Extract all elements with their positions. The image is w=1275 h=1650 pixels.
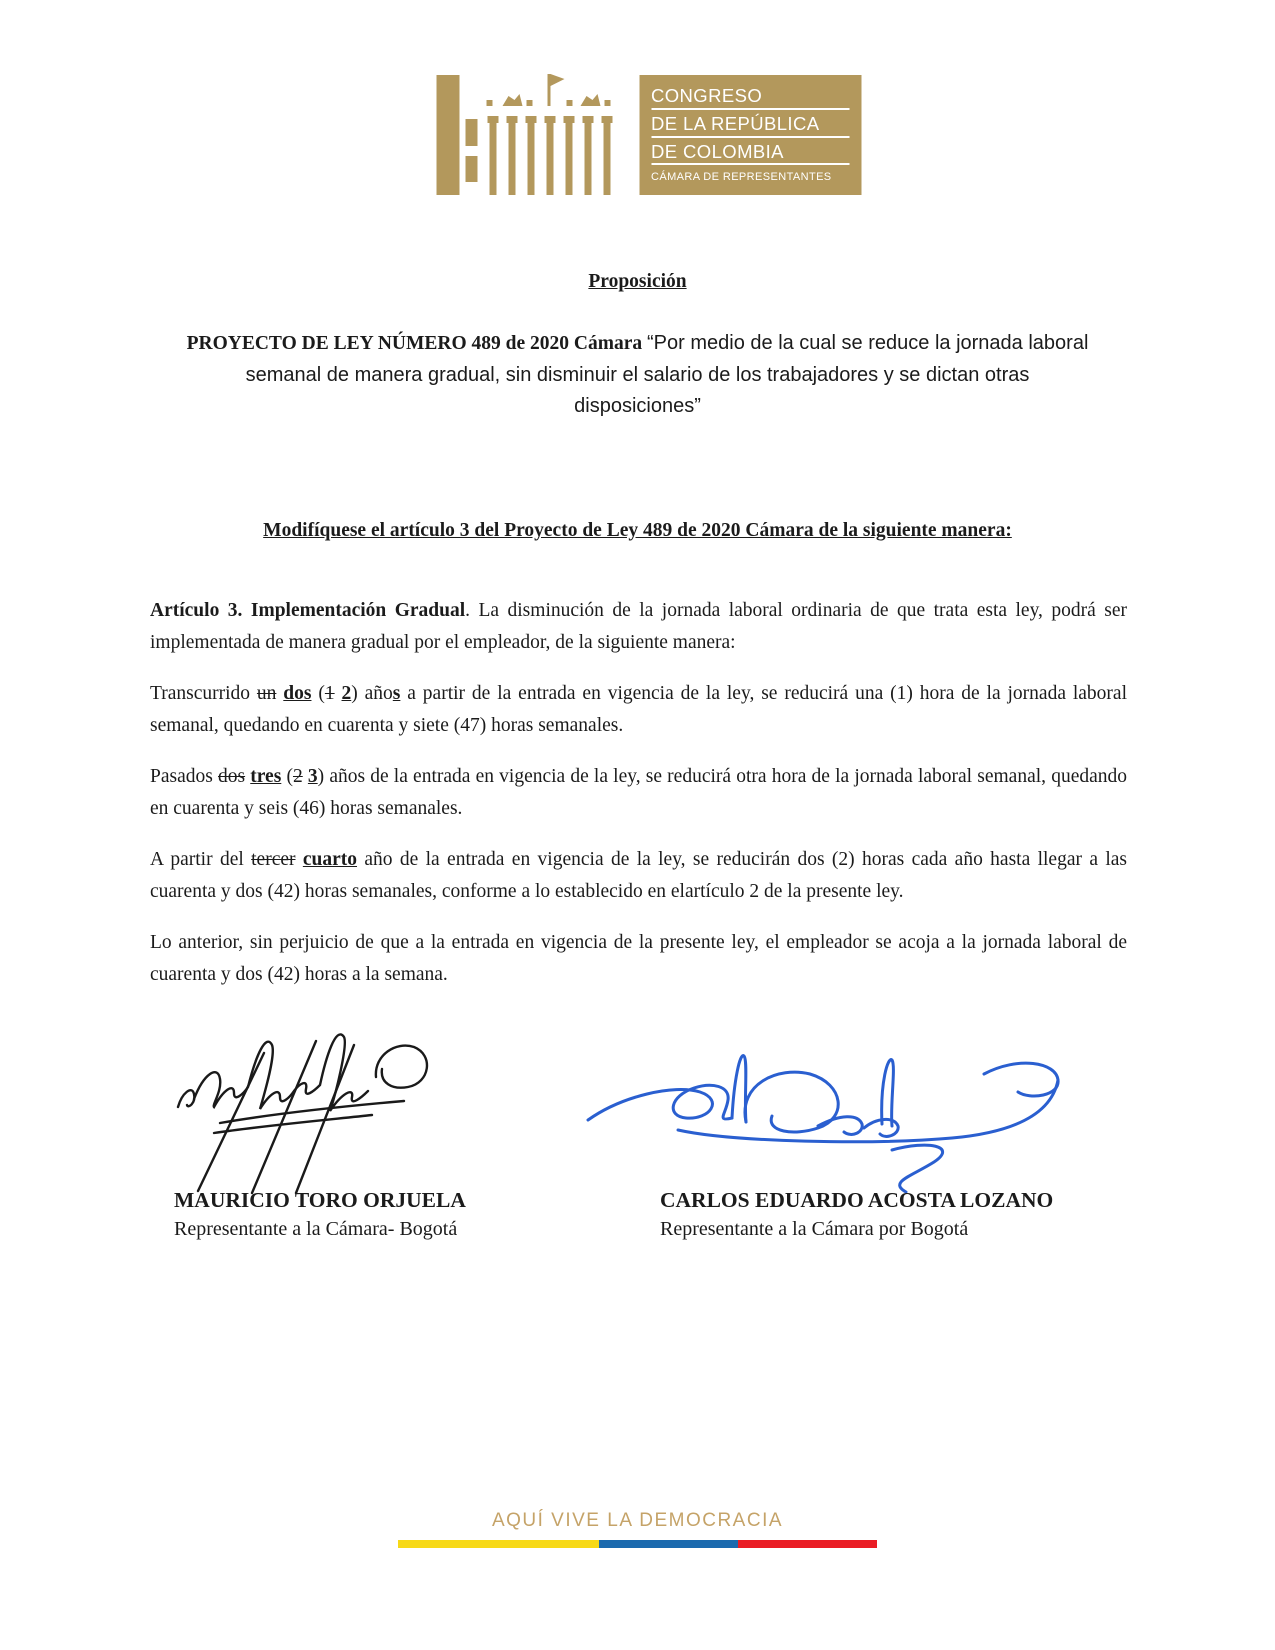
text-run bbox=[335, 683, 342, 704]
text-run: Pasados bbox=[150, 766, 218, 787]
amendment-heading: Modifíquese el artículo 3 del Proyecto de Ley 489 de 2020 Cámara de la siguiente manera: bbox=[263, 520, 1012, 541]
text-run: Artículo 3. Implementación Gradual bbox=[150, 600, 466, 621]
document-title: Proposición bbox=[588, 271, 687, 292]
text-run: . La disminución de la jornada laboral ordinaria de que trata esta ley, podrá ser implementada de manera gradual por el empleador, de la siguiente manera: bbox=[150, 600, 1127, 653]
paragraph-lo-anterior bbox=[150, 927, 1127, 990]
signer-title-toro: Representante a la Cámara- Bogotá bbox=[174, 1218, 458, 1240]
signer-title-acosta: Representante a la Cámara por Bogotá bbox=[660, 1218, 969, 1240]
signer-name-acosta: CARLOS EDUARDO ACOSTA LOZANO bbox=[660, 1188, 1054, 1212]
logo-line-colombia: DE COLOMBIA bbox=[651, 141, 849, 166]
text-run: “Por medio de la cual se reduce la jornada laboral semanal de manera gradual, sin disminuir el salario de los trabajadores y se dictan otras disposiciones” bbox=[245, 332, 1089, 417]
flag-yellow-segment bbox=[398, 1540, 599, 1548]
paragraph-articulo-3 bbox=[150, 595, 1127, 658]
text-run: 3 bbox=[307, 766, 318, 787]
text-run: 2 bbox=[292, 766, 303, 787]
text-run: Transcurrido bbox=[150, 683, 257, 704]
text-run: año de la entrada en vigencia de la ley, se reducirán dos (2) horas cada año hasta llegar a las cuarenta y dos (42) horas semanales, conforme a lo establecido en elartículo 2 de la presente ley. bbox=[150, 849, 1128, 902]
paragraph-a-partir bbox=[150, 844, 1127, 907]
text-run: Lo anterior, sin perjuicio de que a la entrada en vigencia de la presente ley, el empleador se acoja a la jornada laboral de cuarenta y dos (42) horas a la semana. bbox=[150, 932, 1127, 985]
text-run: tercer bbox=[251, 849, 296, 870]
congress-logo bbox=[414, 62, 861, 197]
text-run: dos bbox=[283, 683, 312, 704]
text-run: s bbox=[392, 683, 401, 704]
text-run: ) año bbox=[351, 683, 393, 704]
congress-logo-textbox bbox=[639, 75, 861, 195]
text-run bbox=[296, 849, 303, 870]
colombia-flag-bar bbox=[398, 1540, 877, 1548]
flag-red-segment bbox=[738, 1540, 877, 1548]
paragraph-transcurrido bbox=[150, 678, 1127, 741]
text-run: un bbox=[256, 683, 277, 704]
logo-line-republica: DE LA REPÚBLICA bbox=[651, 113, 849, 138]
text-run: ( bbox=[281, 766, 293, 787]
text-run: ( bbox=[311, 683, 325, 704]
text-run: A partir del bbox=[150, 849, 252, 870]
text-run: cuarto bbox=[302, 849, 358, 870]
text-run: dos bbox=[218, 766, 246, 787]
text-run: 1 bbox=[324, 683, 335, 704]
capitol-building-icon bbox=[414, 62, 629, 197]
logo-line-congreso: CONGRESO bbox=[651, 85, 849, 110]
bill-intro-paragraph bbox=[185, 328, 1090, 423]
text-run: PROYECTO DE LEY NÚMERO 489 de 2020 Cámara bbox=[186, 333, 648, 354]
signature-toro-image bbox=[168, 995, 478, 1195]
logo-caption: CÁMARA DE REPRESENTANTES bbox=[651, 171, 832, 184]
signature-acosta-image bbox=[582, 1040, 1072, 1195]
text-run: ) años de la entrada en vigencia de la ley, se reducirá otra hora de la jornada laboral semanal, quedando en cuarenta y seis (46) horas semanales. bbox=[150, 766, 1128, 819]
text-run: a partir de la entrada en vigencia de la ley, se reducirá una (1) hora de la jornada laboral semanal, quedando en cuarenta y siete (47) horas semanales. bbox=[150, 683, 1127, 736]
article-body bbox=[150, 595, 1127, 1010]
paragraph-pasados bbox=[150, 761, 1127, 824]
footer-slogan: AQUÍ VIVE LA DEMOCRACIA bbox=[491, 1510, 784, 1531]
text-run: tres bbox=[250, 766, 282, 787]
signer-name-toro: MAURICIO TORO ORJUELA bbox=[174, 1188, 466, 1212]
text-run: 2 bbox=[341, 683, 352, 704]
flag-blue-segment bbox=[599, 1540, 738, 1548]
